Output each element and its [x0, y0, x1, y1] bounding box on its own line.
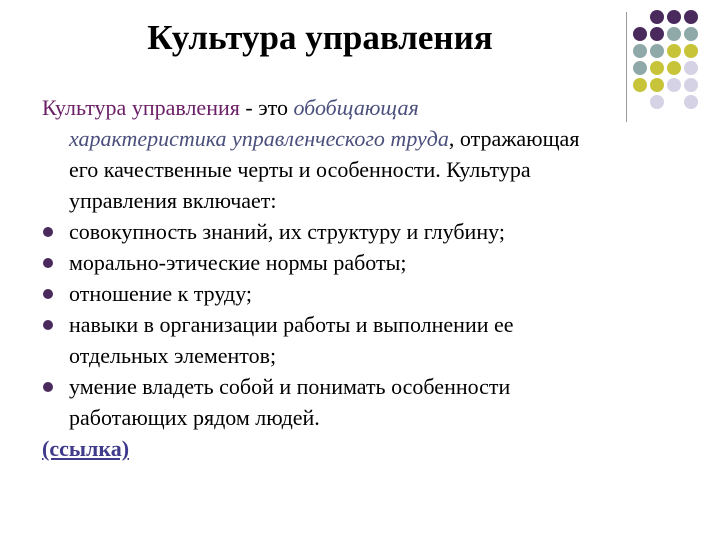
decor-dot-icon: [633, 78, 647, 92]
decor-dot-icon: [633, 61, 647, 75]
decor-dot-icon: [667, 61, 681, 75]
list-item-text-continued: отдельных элементов;: [69, 343, 277, 368]
list-item-text-continued: работающих рядом людей.: [69, 405, 320, 430]
decor-dot-icon: [650, 10, 664, 24]
decor-dot-icon: [650, 61, 664, 75]
intro-emphasis-1: обобщающая: [293, 95, 419, 120]
intro-dash: - это: [239, 95, 294, 120]
decor-dot-icon: [684, 44, 698, 58]
bullet-icon: [43, 382, 53, 392]
decor-dot-icon: [684, 61, 698, 75]
intro-line-2: [42, 123, 714, 154]
decor-dot-icon: [667, 27, 681, 41]
reference-link[interactable]: (ссылка): [42, 436, 130, 461]
intro-line-3: его качественные черты и особенности. Культура: [69, 157, 531, 182]
list-item: [42, 216, 714, 247]
list-item-text: умение владеть собой и понимать особенности: [69, 374, 511, 399]
intro-rest: , отражающая: [448, 126, 580, 151]
slide-body: [42, 92, 714, 464]
bullet-icon: [43, 227, 53, 237]
list-item: [42, 278, 714, 309]
decor-dot-icon: [667, 78, 681, 92]
decor-dot-icon: [667, 10, 681, 24]
decor-dot-icon: [684, 10, 698, 24]
decor-dot-icon: [650, 27, 664, 41]
bullet-icon: [43, 258, 53, 268]
decor-dot-icon: [633, 27, 647, 41]
list-item: [42, 371, 714, 433]
list-item-text: морально-этические нормы работы;: [69, 250, 407, 275]
list-item-text: совокупность знаний, их структуру и глубину;: [69, 219, 505, 244]
list-item-text: навыки в организации работы и выполнении ее: [69, 312, 514, 337]
bullet-icon: [43, 320, 53, 330]
decor-dot-icon: [650, 44, 664, 58]
decor-dot-icon: [633, 44, 647, 58]
decor-dot-icon: [684, 78, 698, 92]
slide-title: Культура управления: [147, 18, 493, 57]
decor-dot-icon: [684, 27, 698, 41]
bullet-icon: [43, 289, 53, 299]
list-item: [42, 247, 714, 278]
intro-line-4: управления включает:: [69, 188, 277, 213]
list-item-text: отношение к труду;: [69, 281, 253, 306]
decor-dot-icon: [667, 44, 681, 58]
decor-dot-icon: [650, 78, 664, 92]
intro-emphasis-2: характеристика управленческого труда: [69, 126, 449, 151]
list-item: [42, 309, 714, 371]
intro-line-1: [42, 92, 714, 123]
intro-term: Культура управления: [42, 95, 240, 120]
